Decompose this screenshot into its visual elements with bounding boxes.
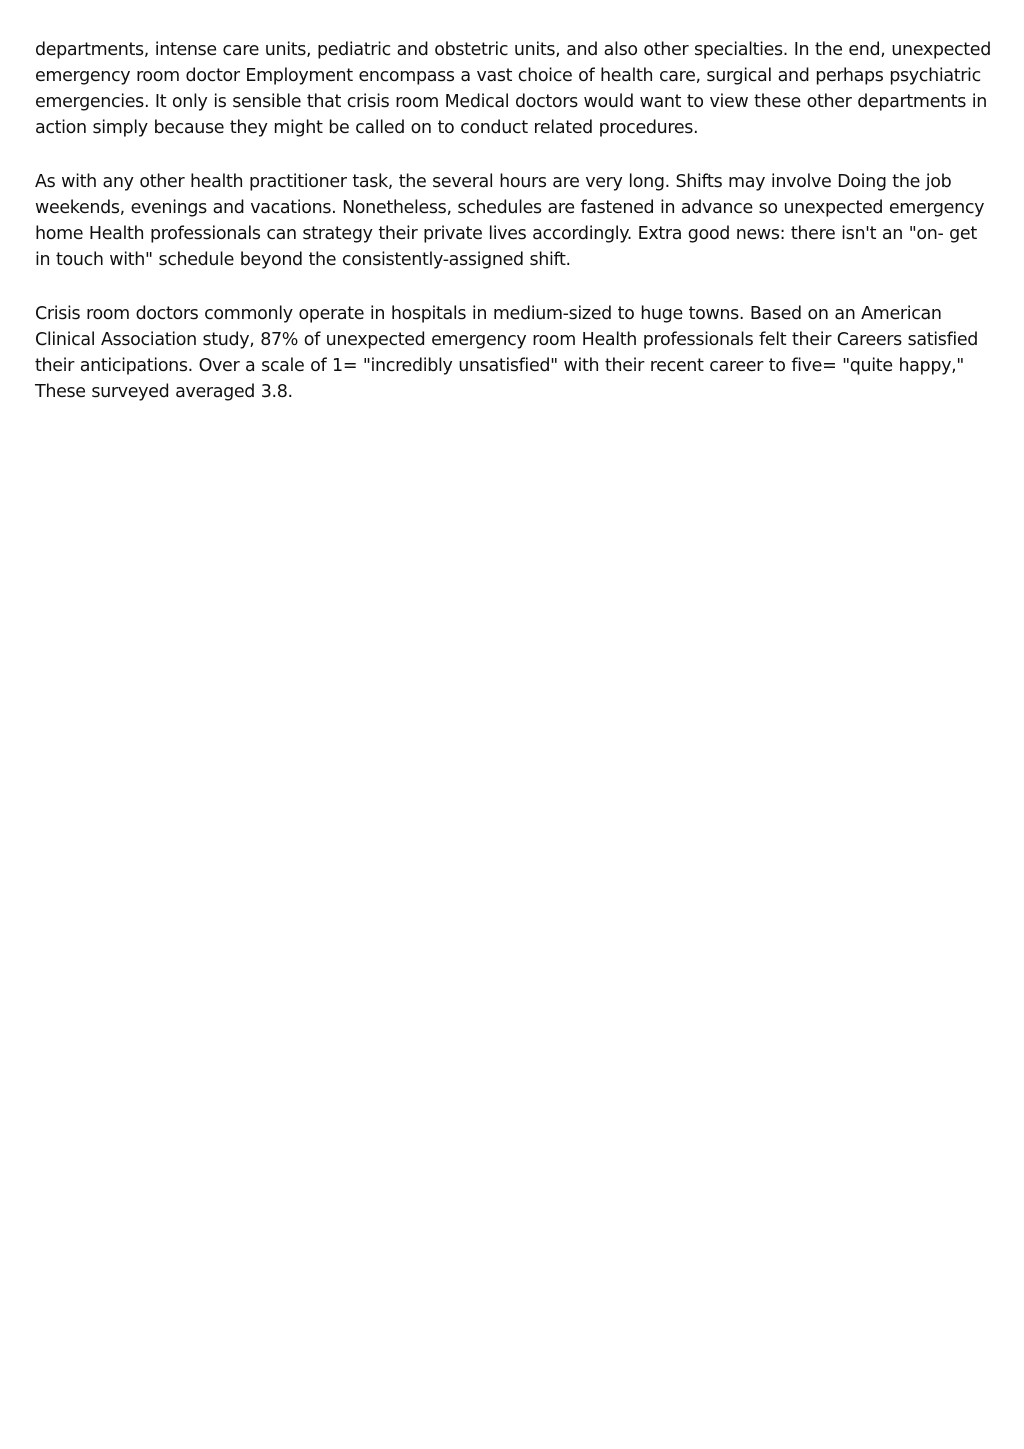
paragraph-hours: As with any other health practitioner task, the several hours are very long. Shifts may involve Doing the job weekends, evenings and vacations. Nonetheless, schedules are fastened in advance so unexpected emergency home Health professionals can strategy their private lives accordingly. Extra good news: there isn't an "on- get in touch with" schedule beyond the consistently-assigned shift. xyxy=(35,172,985,270)
paragraph-satisfaction: Crisis room doctors commonly operate in hospitals in medium-sized to huge towns. Based on an American Clinical Association study, 87% of unexpected emergency room Health professionals felt their Careers satisfied their anticipations. Over a scale of 1= "incredibly unsatisfied" with their recent career to five= "quite happy," These surveyed averaged 3.8. xyxy=(35,304,979,402)
paragraph-departments: departments, intense care units, pediatric and obstetric units, and also other specialties. In the end, unexpected emergency room doctor Employment encompass a vast choice of health care, surgical and perhaps psychiatric emergencies. It only is sensible that crisis room Medical doctors would want to view these other departments in action simply because they might be called on to conduct related procedures. xyxy=(35,40,991,138)
document-page xyxy=(35,37,995,433)
